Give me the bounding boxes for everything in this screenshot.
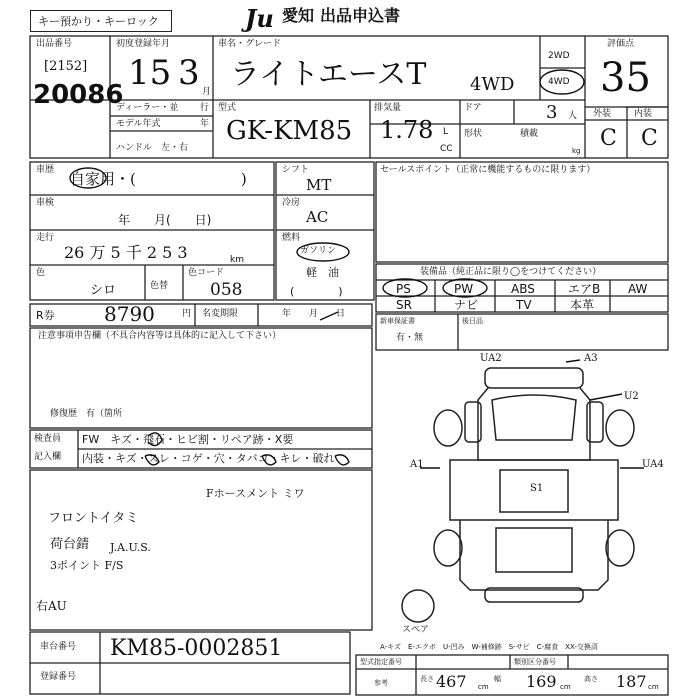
diagram-ua4: UA4 (642, 459, 664, 470)
equip-aw: AW (628, 282, 648, 296)
displacement-unit-cc: CC (440, 144, 453, 154)
equip-ps: PS (396, 282, 411, 296)
rating-label: 評価点 (607, 39, 635, 49)
transfer-value: 年 月 日 (282, 309, 346, 319)
lot-sub: [2152] (44, 59, 88, 74)
brand-ju: Ju (245, 4, 274, 33)
diagram-ua2: UA2 (480, 353, 502, 364)
drive-2wd: 2WD (548, 51, 570, 61)
width-label: 幅 (494, 675, 501, 683)
later-label: 後日品 (462, 317, 483, 325)
mileage-label: 走行 (36, 233, 55, 243)
equip-leather: 本革 (570, 298, 595, 312)
record-label: 記入欄 (34, 452, 62, 462)
interior-label: 内装 (634, 109, 653, 119)
fuel-label: 燃料 (282, 233, 301, 243)
equip-pw: PW (454, 282, 474, 296)
exterior-grade: C (600, 126, 617, 151)
inspector-label: 検査員 (34, 434, 62, 444)
load-label: 積載 (520, 129, 539, 139)
history-label: 車歴 (36, 165, 55, 175)
warranty-value: 有・無 (396, 333, 424, 343)
name-label: 車名・グレード (218, 39, 282, 49)
diagram-u2: U2 (624, 391, 639, 402)
ac-label: 冷房 (282, 198, 301, 208)
displacement-label: 排気量 (374, 103, 402, 113)
recycle-unit: 円 (182, 309, 192, 319)
mileage-value: 26 万 5 千 2 5 3 (64, 243, 188, 262)
shaken-label: 車検 (36, 198, 55, 208)
note-3point: 3ポイント F/S (50, 559, 124, 572)
width-value: 169 (526, 672, 557, 691)
history-value: 自家用・( ) (70, 170, 247, 188)
damage-legend: A-キズ E-エクボ U-凹み W-補修跡 S-サビ C-腐食 XX-交換済 (380, 643, 598, 651)
ac-value: AC (306, 208, 329, 226)
repaint-label: 色替 (150, 281, 169, 291)
height-unit: cm (648, 683, 659, 691)
note-bed-rust: 荷台錆 (50, 537, 90, 552)
equip-abs: ABS (511, 282, 535, 296)
notes-label: 注意事項申告欄（不具合内容等は具体的に記入して下さい） (38, 331, 282, 341)
length-unit: cm (478, 683, 489, 691)
fuel-diesel: 軽 油 (306, 266, 339, 279)
diagram-a1: A1 (410, 459, 424, 470)
type-value: GK-KM85 (226, 116, 353, 146)
color-code-label: 色コード (188, 268, 225, 278)
chassis-label: 車台番号 (40, 642, 77, 652)
key-label: キー預かり・キーロック (38, 15, 159, 28)
car-diagram (402, 368, 634, 622)
shaken-value: 年 月( 日) (118, 213, 212, 227)
color-label: 色 (36, 268, 46, 278)
type-label: 型式 (218, 103, 237, 113)
handle-label: ハンドル 左・右 (116, 143, 189, 153)
regno-label: 登録番号 (40, 672, 77, 682)
lot-number: 20086 (33, 80, 124, 110)
brand-sub: 愛知 (282, 6, 315, 25)
equip-airbag: エアB (568, 282, 601, 296)
form-title: 出品申込書 (320, 6, 401, 25)
spec-label-1: 型式指定番号 (360, 658, 402, 666)
equip-sr: SR (396, 298, 412, 312)
lot-label: 出品番号 (36, 39, 73, 49)
equip-label: 装備品（純正品に限り◯をつけてください） (420, 267, 602, 277)
spare-label: スペア (402, 625, 430, 635)
mileage-unit: km (230, 255, 244, 265)
color-code-value: 058 (210, 280, 243, 300)
shift-label: シフト (282, 165, 310, 175)
diagram-a3: A3 (584, 353, 598, 364)
load-unit: kg (572, 147, 581, 155)
chassis-value: KM85-0002851 (110, 636, 283, 661)
height-label: 高さ (584, 675, 598, 683)
drive-4wd: 4WD (548, 77, 570, 87)
note-front: フロントイタミ (48, 511, 139, 526)
width-unit: cm (560, 683, 571, 691)
diagram-s1: S1 (530, 483, 544, 494)
repair-label: 修復歴 有（箇所 (50, 409, 123, 419)
model-year-suffix: 年 (200, 119, 210, 129)
note-jaus: J.A.U.S. (110, 541, 151, 554)
ref-label: 参考 (374, 679, 388, 687)
exterior-label: 外装 (593, 109, 612, 119)
equip-tv: TV (516, 298, 532, 312)
rating-value: 35 (600, 55, 651, 101)
recycle-value: 8790 (104, 302, 155, 326)
first-reg-month: 3 (178, 53, 200, 93)
warranty-label: 新車保証書 (380, 317, 415, 325)
month-unit: 月 (202, 87, 212, 97)
car-name: ライトエースT (230, 57, 427, 92)
fw-row: FW キズ・飛石・ヒビ割・リペア跡・X要 (82, 433, 294, 446)
color-value: シロ (90, 283, 117, 298)
equip-navi: ナビ (454, 298, 479, 312)
spec-label-2: 類別区分番号 (514, 658, 556, 666)
model-year-label: モデル年式 (116, 119, 161, 129)
note-right-au: 右AU (36, 599, 67, 613)
doors-value: 3 (546, 102, 558, 123)
first-reg-label: 初度登録年月 (116, 39, 171, 49)
first-reg-year: 15 (128, 53, 172, 93)
doors-label: ドア (464, 103, 482, 113)
seats-unit: 人 (568, 111, 578, 121)
fuel-paren: ( ) (290, 285, 343, 298)
interior-grade: C (641, 126, 658, 151)
length-value: 467 (436, 672, 467, 691)
displacement-value: 1.78 (380, 116, 434, 144)
interior-row: 内装・キズ・スレ・コゲ・穴・タバコ・キレ・破れ (82, 452, 335, 465)
transfer-label: 名変期限 (202, 309, 239, 319)
shape-label: 形状 (464, 129, 483, 139)
car-grade: 4WD (470, 74, 515, 95)
height-value: 187 (616, 672, 647, 691)
sales-label: セールスポイント（正常に機能するものに限ります） (380, 165, 596, 175)
fuel-gas: ガソリン (300, 246, 337, 256)
displacement-unit-l: L (443, 127, 449, 137)
dealer-suffix: 行 (200, 103, 210, 113)
shift-value: MT (306, 176, 332, 194)
note-reinforcement: Fホースメント ミワ (206, 487, 305, 500)
dealer-label: ディーラー・並 (116, 103, 179, 113)
recycle-label: R券 (36, 309, 55, 322)
length-label: 長さ (420, 675, 434, 683)
